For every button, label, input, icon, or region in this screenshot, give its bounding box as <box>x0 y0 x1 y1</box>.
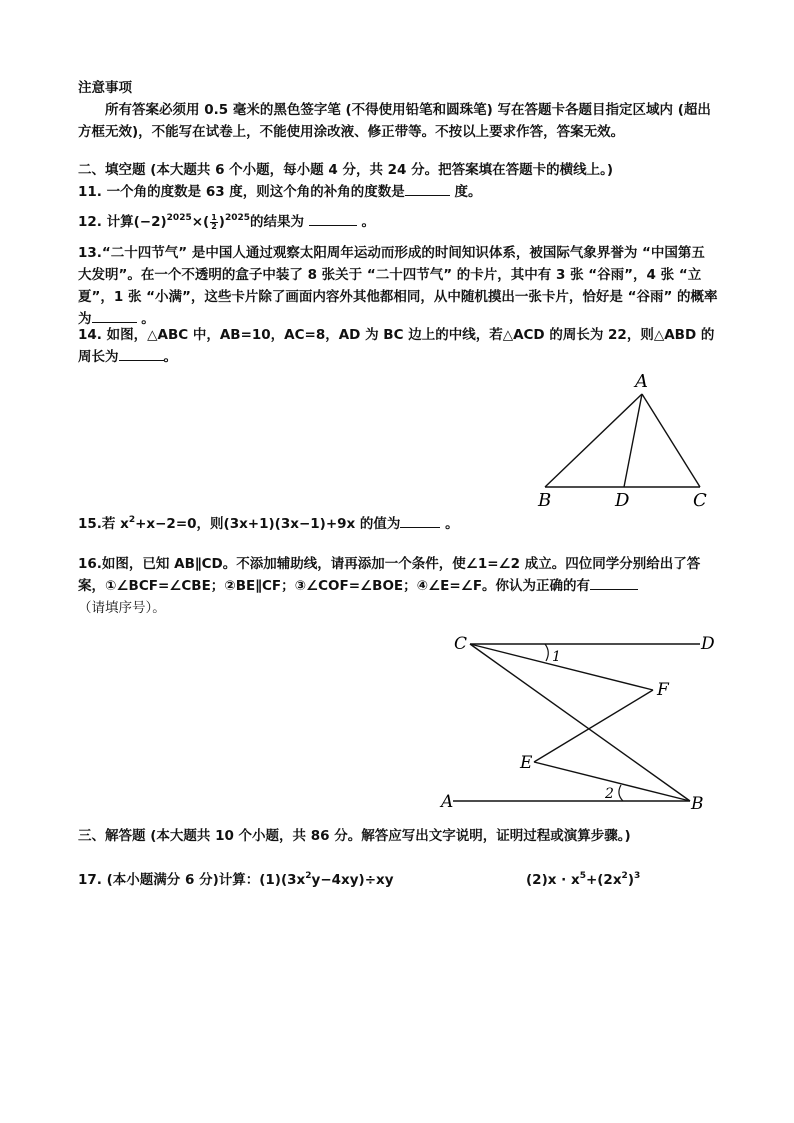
q17b-mid: +(2x <box>585 872 622 888</box>
q11-text: 11. 一个角的度数是 63 度，则这个角的补角的度数是 <box>78 184 405 200</box>
section3-heading <box>78 825 718 847</box>
section2-heading <box>78 159 718 181</box>
q11-unit: 度。 <box>454 184 482 200</box>
q17b-e3: 3 <box>633 871 641 881</box>
parallel-lines-figure <box>435 628 725 818</box>
question-16 <box>78 553 718 619</box>
segment-cb <box>470 644 690 801</box>
label-f: F <box>657 680 669 700</box>
section3-heading-text: 三、解答题 (本大题共 10 个小题，共 86 分。解答应写出文字说明，证明过程或演算步骤。) <box>78 828 631 844</box>
q12-mid: 的结果为 <box>250 214 305 230</box>
q17b-close: ) <box>627 872 634 888</box>
question-15 <box>78 513 718 535</box>
label-e: E <box>520 753 533 773</box>
q13-text: 13.“二十四节气” 是中国人通过观察太阳周年运动而形成的时间知识体系，被国际气象界誉为 “中国第五大发明”。在一个不透明的盒子中装了 8 张关于 “二十四节气” 的卡片，其中有 3 张 “谷雨”，4 张 “立夏”，1 张 “小满”，这些卡片除了画面内容外其他都相同，从中随机摸出一张卡片，恰好是 “谷雨” 的概率为 <box>78 245 718 327</box>
triangle-figure <box>530 368 720 513</box>
segment-cf <box>470 644 653 690</box>
q12-fraction <box>210 214 218 231</box>
question-12 <box>78 211 718 233</box>
label-b: B <box>538 490 552 511</box>
q17b-e2: 2 <box>621 871 628 881</box>
q15-answer-blank[interactable] <box>400 513 440 528</box>
angle-2-label: 2 <box>605 786 614 802</box>
question-17b <box>526 869 640 891</box>
q15-sq: 2 <box>128 515 136 525</box>
q14-answer-blank[interactable] <box>119 346 164 361</box>
q15-post: 。 <box>445 516 459 532</box>
q11-answer-blank[interactable] <box>405 181 450 196</box>
q16-answer-blank[interactable] <box>590 575 638 590</box>
section2-heading-text: 二、填空题 (本大题共 6 个小题，每小题 4 分，共 24 分。把答案填在答题卡的横线上。) <box>78 162 614 178</box>
q17b-e1: 5 <box>579 871 586 881</box>
q12-answer-blank[interactable] <box>309 211 357 226</box>
label-c: C <box>454 634 468 654</box>
label-a: A <box>635 371 648 392</box>
label-b: B <box>691 794 704 814</box>
q12-frac-num: 1 <box>211 212 217 222</box>
q13-answer-blank[interactable] <box>92 308 137 323</box>
q12-frac-den: 2 <box>211 221 217 231</box>
question-11 <box>78 181 718 203</box>
q12-text: 12. 计算(−2) <box>78 214 167 230</box>
notice-block <box>78 77 718 143</box>
q12-exp2: 2025 <box>224 213 251 223</box>
label-c: C <box>693 490 707 511</box>
q12-close: ) <box>218 214 225 230</box>
q16-paren: （请填序号）。 <box>78 600 166 616</box>
q17a-sq: 2 <box>305 871 312 881</box>
q12-post: 。 <box>361 214 375 230</box>
q17b-pre: (2)x · x <box>526 872 580 888</box>
q17a-pre: 17. (本小题满分 6 分)计算：(1)(3x <box>78 872 306 888</box>
question-17a <box>78 869 498 891</box>
segment-ab <box>545 394 642 487</box>
q14-text: 14. 如图，△ABC 中，AB=10，AC=8，AD 为 BC 边上的中线，若△ACD 的周长为 22，则△ABD 的周长为 <box>78 327 715 365</box>
label-d: D <box>615 490 630 511</box>
segment-ac <box>642 394 700 487</box>
label-a: A <box>441 792 454 812</box>
q15-mid: +x−2=0，则(3x+1)(3x−1)+9x 的值为 <box>135 516 401 532</box>
q12-times: ×( <box>191 214 210 230</box>
label-d: D <box>701 634 715 654</box>
q15-pre: 15.若 x <box>78 516 129 532</box>
notice-title: 注意事项 <box>78 80 132 96</box>
segment-fe <box>534 690 653 762</box>
angle-1-arc <box>545 644 548 661</box>
question-13 <box>78 242 718 330</box>
q12-exp1: 2025 <box>166 213 192 223</box>
q17a-post: y−4xy)÷xy <box>311 872 394 888</box>
angle-2-arc <box>619 785 623 801</box>
notice-body: 所有答案必须用 0.5 毫米的黑色签字笔 (不得使用铅笔和圆珠笔) 写在答题卡各题目指定区域内 (超出方框无效)，不能写在试卷上，不能使用涂改液、修正带等。不按以上要求作答，答案无效。 <box>78 102 711 140</box>
q13-post: 。 <box>141 311 155 327</box>
question-14 <box>78 324 718 368</box>
angle-1-label: 1 <box>552 649 561 665</box>
q16-text: 16.如图，已知 AB∥CD。不添加辅助线，请再添加一个条件，使∠1=∠2 成立。四位同学分别给出了答案，①∠BCF=∠CBE；②BE∥CF；③∠COF=∠BOE；④∠E=∠F。你认为正确的有 <box>78 556 701 594</box>
q14-post: 。 <box>163 349 177 365</box>
